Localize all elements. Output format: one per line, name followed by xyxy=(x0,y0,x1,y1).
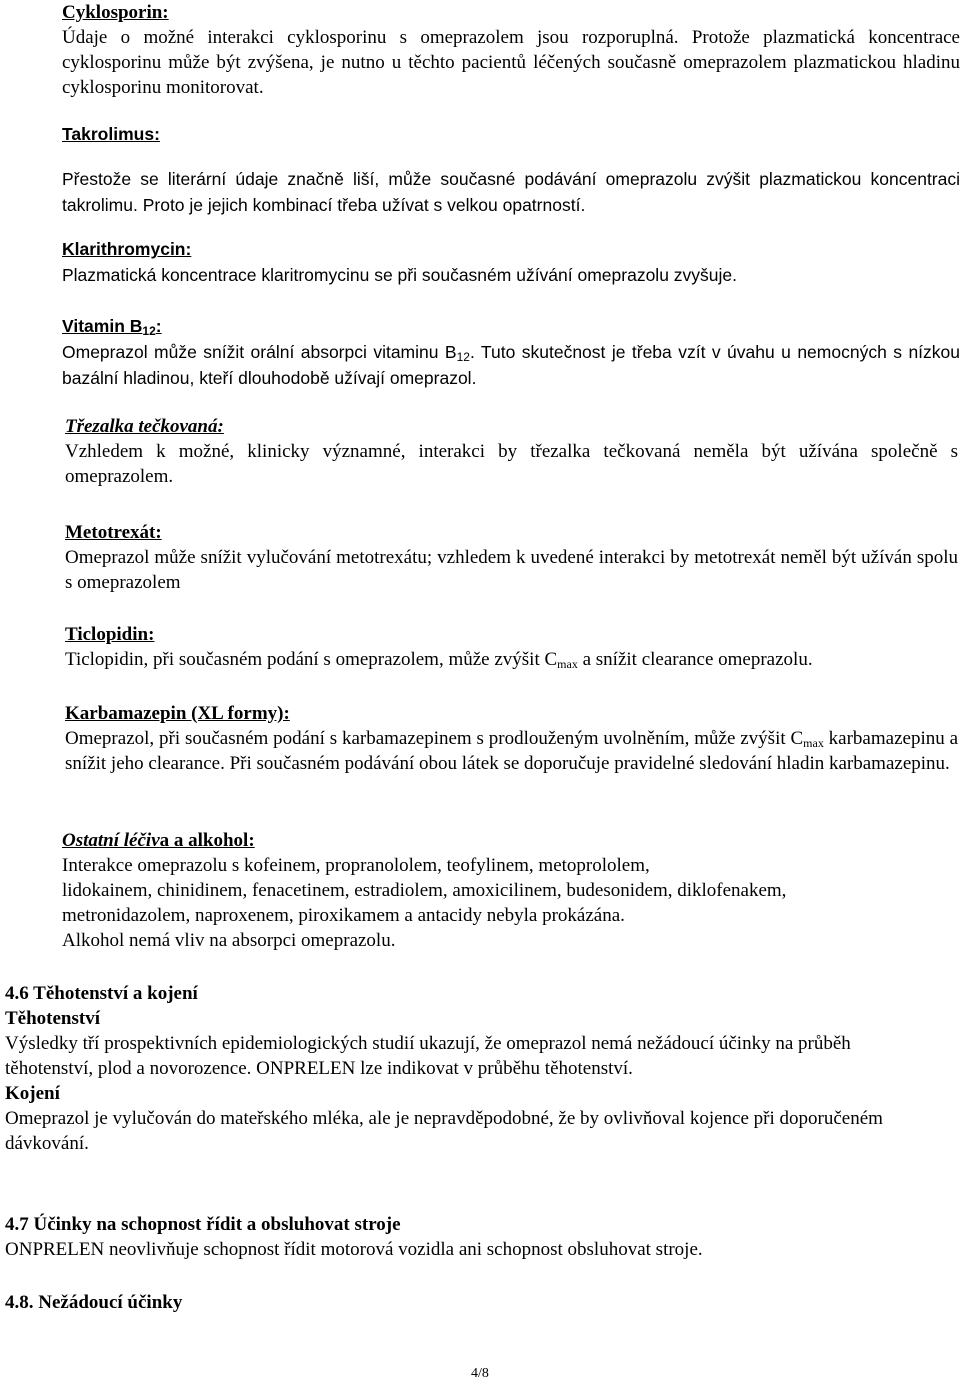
text-clarithromycin: Plazmatická koncentrace klaritromycinu se při současném užívání omeprazolu zvyšuje. xyxy=(62,265,738,285)
page-number: 4/8 xyxy=(471,1366,489,1381)
text-ticlopidine: Ticlopidin, při současném podání s omeprazolem, může zvýšit $C_{max}$ a snížit clearance omeprazolu. xyxy=(65,649,813,671)
subheading-pregnancy: Těhotenství xyxy=(5,1008,100,1029)
section-adverse xyxy=(5,1290,935,1315)
heading-methotrexate: Metotrexát: xyxy=(65,522,162,543)
heading-clarithromycin: Klarithromycin: xyxy=(62,239,192,259)
text-other-drugs-line-1: Interakce omeprazolu s kofeinem, propranololem, teofylinem, metoprololem, xyxy=(62,855,650,876)
heading-vitamin-b12: Vitamin $B_{12}$: xyxy=(62,316,162,338)
section-other-drugs xyxy=(62,828,958,953)
text-other-drugs-line-3: metronidazolem, naproxenem, piroxikamem a antacidy nebyla prokázána. xyxy=(62,905,625,926)
subheading-lactation: Kojení xyxy=(5,1083,60,1104)
section-cyclosporin xyxy=(62,0,960,100)
text-cyclosporin: Údaje o možné interakci cyklosporinu s omeprazolem jsou rozporuplná. Protože plazmatická koncentrace cyklosporinu může být zvýšena, je nutno u těchto pacientů léčených současně omeprazolem plazmatickou hladinu cyklosporinu monitorovat. xyxy=(62,27,960,98)
section-carbamazepine xyxy=(65,701,958,776)
heading-tacrolimus: Takrolimus: xyxy=(62,124,160,144)
text-other-drugs-line-4: Alkohol nemá vliv na absorpci omeprazolu. xyxy=(62,930,396,951)
text-driving: ONPRELEN neovlivňuje schopnost řídit motorová vozidla ani schopnost obsluhovat stroje. xyxy=(5,1239,703,1260)
section-ticlopidine xyxy=(65,622,958,672)
section-methotrexate xyxy=(65,520,958,595)
heading-cyclosporin: Cyklosporin: xyxy=(62,2,169,23)
heading-driving: 4.7 Účinky na schopnost řídit a obsluhovat stroje xyxy=(5,1214,401,1235)
text-lactation: Omeprazol je vylučován do mateřského mléka, ale je nepravděpodobné, že by ovlivňoval kojence při doporučeném dávkování. xyxy=(5,1108,883,1154)
heading-pregnancy-lactation: 4.6 Těhotenství a kojení xyxy=(5,983,198,1004)
section-tacrolimus-body xyxy=(62,166,960,218)
section-tacrolimus xyxy=(62,121,960,147)
text-vitamin-b12: Omeprazol může snížit orální absorpci vitaminu $B_{12}$. Tuto skutečnost je třeba vzít v úvahu u nemocných s nízkou bazální hladinou, kteří dlouhodobě užívají omeprazol. xyxy=(62,342,960,388)
section-pregnancy xyxy=(5,981,935,1156)
text-pregnancy: Výsledky tří prospektivních epidemiologických studií ukazují, že omeprazol nemá nežádoucí účinky na průběh těhotenství, plod a novorozence. ONPRELEN lze indikovat v průběhu těhotenství. xyxy=(5,1033,851,1079)
heading-ticlopidine: Ticlopidin: xyxy=(65,624,155,645)
heading-adverse-effects: 4.8. Nežádoucí účinky xyxy=(5,1292,183,1313)
section-clarithromycin xyxy=(62,236,960,288)
section-driving xyxy=(5,1212,935,1262)
section-vitamin-b12 xyxy=(62,313,960,391)
heading-carbamazepine: Karbamazepin (XL formy): xyxy=(65,703,290,724)
heading-other-drugs: Ostatní léčiva a alkohol: xyxy=(62,830,255,851)
text-st-johns-wort: Vzhledem k možné, klinicky významné, interakci by třezalka tečkovaná neměla být užívána společně s omeprazolem. xyxy=(65,441,958,487)
text-carbamazepine: Omeprazol, při současném podání s karbamazepinem s prodlouženým uvolněním, může zvýšit $C_{max}$ karbamazepinu a snížit jeho clearance. Při současném podávání obou látek se doporučuje pravidelné sledování hladin karbamazepinu. xyxy=(65,728,958,774)
text-other-drugs-line-2: lidokainem, chinidinem, fenacetinem, estradiolem, amoxicilinem, budesonidem, diklofenakem, xyxy=(62,880,787,901)
section-st-johns-wort xyxy=(65,414,958,489)
text-methotrexate: Omeprazol může snížit vylučování metotrexátu; vzhledem k uvedené interakci by metotrexát neměl být užíván spolu s omeprazolem xyxy=(65,547,958,593)
heading-st-johns-wort: Třezalka tečkovaná: xyxy=(65,416,224,437)
text-tacrolimus: Přestože se literární údaje značně liší, může současné podávání omeprazolu zvýšit plazmatickou koncentraci takrolimu. Proto je jejich kombinací třeba užívat s velkou opatrností. xyxy=(62,169,960,215)
